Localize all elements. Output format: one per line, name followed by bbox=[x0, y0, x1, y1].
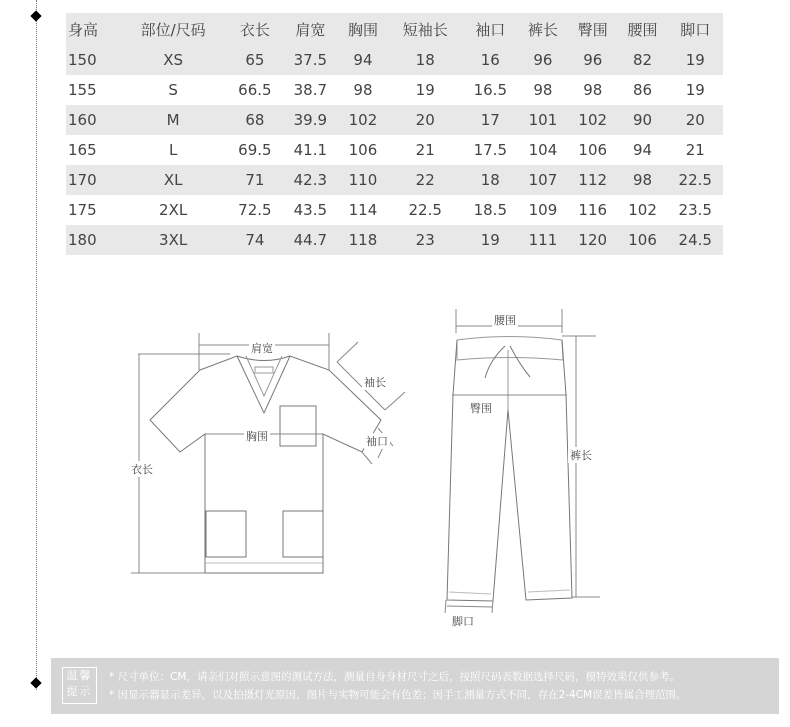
table-cell: 98 bbox=[353, 81, 373, 99]
waist-label: 腰围 bbox=[494, 314, 516, 327]
table-cell: 19 bbox=[415, 81, 435, 99]
table-cell: 180 bbox=[68, 231, 97, 249]
table-cell: 90 bbox=[633, 111, 653, 129]
table-cell: 94 bbox=[353, 51, 373, 69]
table-cell: 17.5 bbox=[473, 141, 507, 159]
table-cell: 118 bbox=[348, 231, 378, 249]
table-cell: 110 bbox=[348, 171, 378, 189]
header-cell: 衣长 bbox=[239, 20, 270, 39]
table-cell: 42.3 bbox=[293, 171, 328, 189]
table-cell: 37.5 bbox=[293, 51, 328, 69]
table-cell: 98 bbox=[533, 81, 553, 99]
cuff-label: 袖口 bbox=[366, 435, 388, 448]
table-cell: 22 bbox=[415, 171, 435, 189]
table-header-row bbox=[66, 13, 723, 45]
table-cell: 102 bbox=[578, 111, 608, 129]
table-cell: 160 bbox=[68, 111, 97, 129]
table-cell: 72.5 bbox=[238, 201, 272, 219]
table-cell: 18 bbox=[415, 51, 435, 69]
notice-line-2: * 因显示器显示差异，以及拍摄灯光原因，图片与实物可能会有色差；因手工测量方式不同，存在2-4CM误差皆属合理范围。 bbox=[109, 689, 687, 701]
table-cell: 111 bbox=[528, 231, 558, 249]
shoulder-width-label: 肩宽 bbox=[251, 342, 273, 355]
warm-tips-stamp bbox=[62, 667, 97, 704]
table-cell: 38.7 bbox=[293, 81, 328, 99]
stamp-line-1: 温馨 bbox=[66, 669, 93, 682]
table-cell: 3XL bbox=[159, 231, 188, 249]
diamond-marker-icon bbox=[30, 10, 41, 21]
table-cell: 96 bbox=[583, 51, 603, 69]
warm-tips-box bbox=[51, 658, 779, 714]
header-cell: 腰围 bbox=[627, 20, 658, 39]
table-cell: 104 bbox=[528, 141, 558, 159]
header-cell: 部位/尺码 bbox=[140, 20, 206, 39]
table-cell: 98 bbox=[633, 171, 653, 189]
table-row bbox=[66, 75, 723, 105]
table-cell: 21 bbox=[685, 141, 705, 159]
leg-opening-label: 脚口 bbox=[452, 615, 474, 628]
table-cell: 71 bbox=[245, 171, 265, 189]
table-cell: 106 bbox=[578, 141, 608, 159]
size-chart-table bbox=[66, 13, 723, 255]
table-cell: 107 bbox=[528, 171, 558, 189]
table-cell: 94 bbox=[633, 141, 653, 159]
header-cell: 脚口 bbox=[680, 20, 711, 39]
stamp-line-2: 提示 bbox=[66, 685, 93, 698]
table-cell: 21 bbox=[415, 141, 435, 159]
table-cell: 116 bbox=[578, 201, 608, 219]
header-cell: 短袖长 bbox=[402, 20, 448, 39]
table-cell: L bbox=[168, 141, 178, 159]
table-cell: 170 bbox=[68, 171, 97, 189]
chest-label: 胸围 bbox=[246, 430, 268, 443]
table-cell: 23 bbox=[415, 231, 435, 249]
table-cell: 96 bbox=[533, 51, 553, 69]
table-cell: 18.5 bbox=[473, 201, 507, 219]
diamond-marker-icon bbox=[30, 677, 41, 688]
table-cell: 106 bbox=[348, 141, 378, 159]
measurement-diagram bbox=[0, 290, 790, 650]
table-cell: 120 bbox=[578, 231, 608, 249]
table-row bbox=[66, 195, 723, 225]
table-cell: 23.5 bbox=[678, 201, 712, 219]
table-cell: 19 bbox=[480, 231, 500, 249]
table-cell: 19 bbox=[685, 51, 705, 69]
table-cell: 22.5 bbox=[408, 201, 442, 219]
table-cell: 102 bbox=[348, 111, 378, 129]
notice-line-1: * 尺寸单位：CM，请亲们对照示意图的测试方法，测量自身身材尺寸之后，按照尺码表数据选择尺码，模特效果仅供参考。 bbox=[109, 671, 680, 683]
table-cell: 18 bbox=[480, 171, 500, 189]
table-cell: 16.5 bbox=[473, 81, 507, 99]
table-cell: 101 bbox=[528, 111, 558, 129]
table-cell: 65 bbox=[245, 51, 265, 69]
top-length-label: 衣长 bbox=[131, 463, 153, 476]
table-cell: 2XL bbox=[159, 201, 188, 219]
table-cell: 98 bbox=[583, 81, 603, 99]
table-cell: 109 bbox=[528, 201, 558, 219]
hip-label: 臀围 bbox=[470, 402, 492, 415]
table-row bbox=[66, 165, 723, 195]
table-cell: XS bbox=[163, 51, 184, 69]
table-cell: 17 bbox=[480, 111, 500, 129]
table-cell: S bbox=[168, 81, 178, 99]
table-cell: 106 bbox=[628, 231, 657, 249]
table-cell: 41.1 bbox=[293, 141, 328, 159]
header-cell: 胸围 bbox=[347, 20, 378, 39]
table-cell: 155 bbox=[68, 81, 97, 99]
sleeve-length-label: 袖长 bbox=[364, 376, 386, 389]
garment-illustration-icon bbox=[0, 290, 790, 650]
table-cell: 44.7 bbox=[293, 231, 328, 249]
header-cell: 袖口 bbox=[475, 20, 506, 39]
pants-length-label: 裤长 bbox=[570, 449, 592, 462]
table-cell: 19 bbox=[685, 81, 705, 99]
table-cell: 82 bbox=[633, 51, 653, 69]
table-row bbox=[66, 45, 723, 75]
header-cell: 肩宽 bbox=[295, 20, 326, 39]
table-cell: 68 bbox=[245, 111, 265, 129]
table-cell: 102 bbox=[628, 201, 657, 219]
table-cell: 112 bbox=[578, 171, 608, 189]
header-cell: 臀围 bbox=[577, 20, 608, 39]
table-cell: 20 bbox=[415, 111, 435, 129]
table-cell: 66.5 bbox=[238, 81, 272, 99]
table-cell: 20 bbox=[685, 111, 705, 129]
table-cell: 74 bbox=[245, 231, 265, 249]
table-cell: 43.5 bbox=[293, 201, 328, 219]
table-cell: 86 bbox=[633, 81, 653, 99]
table-row bbox=[66, 225, 723, 255]
table-cell: 22.5 bbox=[678, 171, 712, 189]
table-cell: 24.5 bbox=[678, 231, 712, 249]
table-row bbox=[66, 135, 723, 165]
table-cell: 69.5 bbox=[238, 141, 272, 159]
table-cell: 16 bbox=[480, 51, 500, 69]
table-row bbox=[66, 105, 723, 135]
table-cell: 175 bbox=[68, 201, 97, 219]
table-cell: 114 bbox=[348, 201, 378, 219]
table-cell: M bbox=[166, 111, 180, 129]
table-cell: 39.9 bbox=[293, 111, 328, 129]
table-cell: 165 bbox=[68, 141, 97, 159]
header-cell: 裤长 bbox=[527, 20, 558, 39]
table-cell: XL bbox=[163, 171, 183, 189]
table-cell: 150 bbox=[68, 51, 97, 69]
header-cell: 身高 bbox=[68, 20, 99, 39]
